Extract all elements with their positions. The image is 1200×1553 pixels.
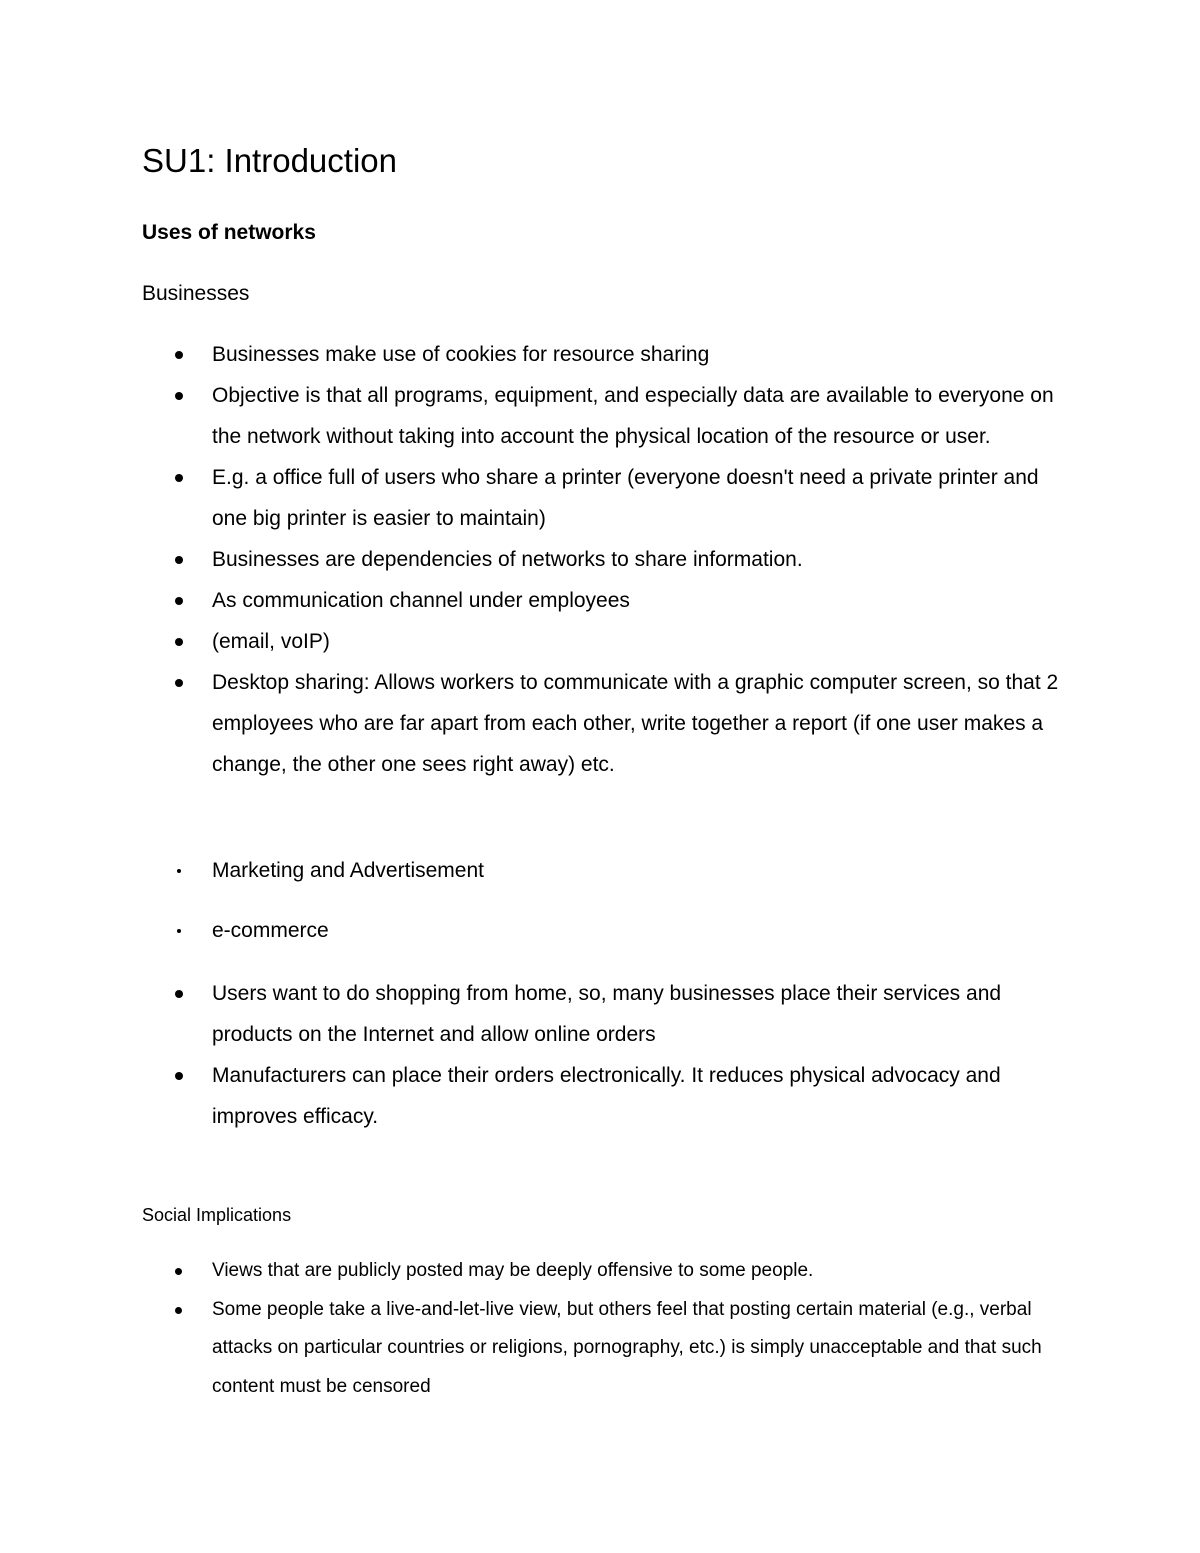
page-title: SU1: Introduction	[142, 142, 397, 179]
ecommerce-bullet-list	[0, 973, 1100, 1137]
section-heading: Uses of networks	[142, 221, 316, 244]
businesses-bullet-list	[0, 334, 1100, 785]
list-item: As communication channel under employees	[0, 580, 1100, 621]
list-item: (email, voIP)	[0, 621, 1100, 662]
list-item-marketing: Marketing and Advertisement	[0, 850, 1100, 891]
subsection-label-social: Social Implications	[142, 1205, 292, 1225]
social-bullet-list	[0, 1252, 1100, 1406]
subsection-label-businesses: Businesses	[142, 282, 250, 305]
list-item: Views that are publicly posted may be deeply offensive to some people.	[0, 1252, 1100, 1291]
list-item: Businesses are dependencies of networks to share information.	[0, 539, 1100, 580]
list-item: Manufacturers can place their orders electronically. It reduces physical advocacy and improves efficacy.	[0, 1055, 1072, 1137]
list-item: E.g. a office full of users who share a printer (everyone doesn't need a private printer and one big printer is easier to maintain)	[0, 457, 1042, 539]
list-item: Users want to do shopping from home, so, many businesses place their services and products on the Internet and allow online orders	[0, 973, 1072, 1055]
list-item: Some people take a live-and-let-live view, but others feel that posting certain material (e.g., verbal attacks on particular countries or religions, pornography, etc.) is simply unacceptable and that such content must be censored	[0, 1291, 1042, 1407]
list-item: Businesses make use of cookies for resource sharing	[0, 334, 1100, 375]
list-item: Objective is that all programs, equipment, and especially data are available to everyone on the network without taking into account the physical location of the resource or user.	[0, 375, 1062, 457]
ecommerce-list	[0, 910, 1100, 951]
list-item-ecommerce: e-commerce	[0, 910, 1100, 951]
marketing-list	[0, 850, 1100, 891]
list-item: Desktop sharing: Allows workers to communicate with a graphic computer screen, so that 2 employees who are far apart from each other, write together a report (if one user makes a change, the other one sees right away) etc.	[0, 662, 1062, 785]
